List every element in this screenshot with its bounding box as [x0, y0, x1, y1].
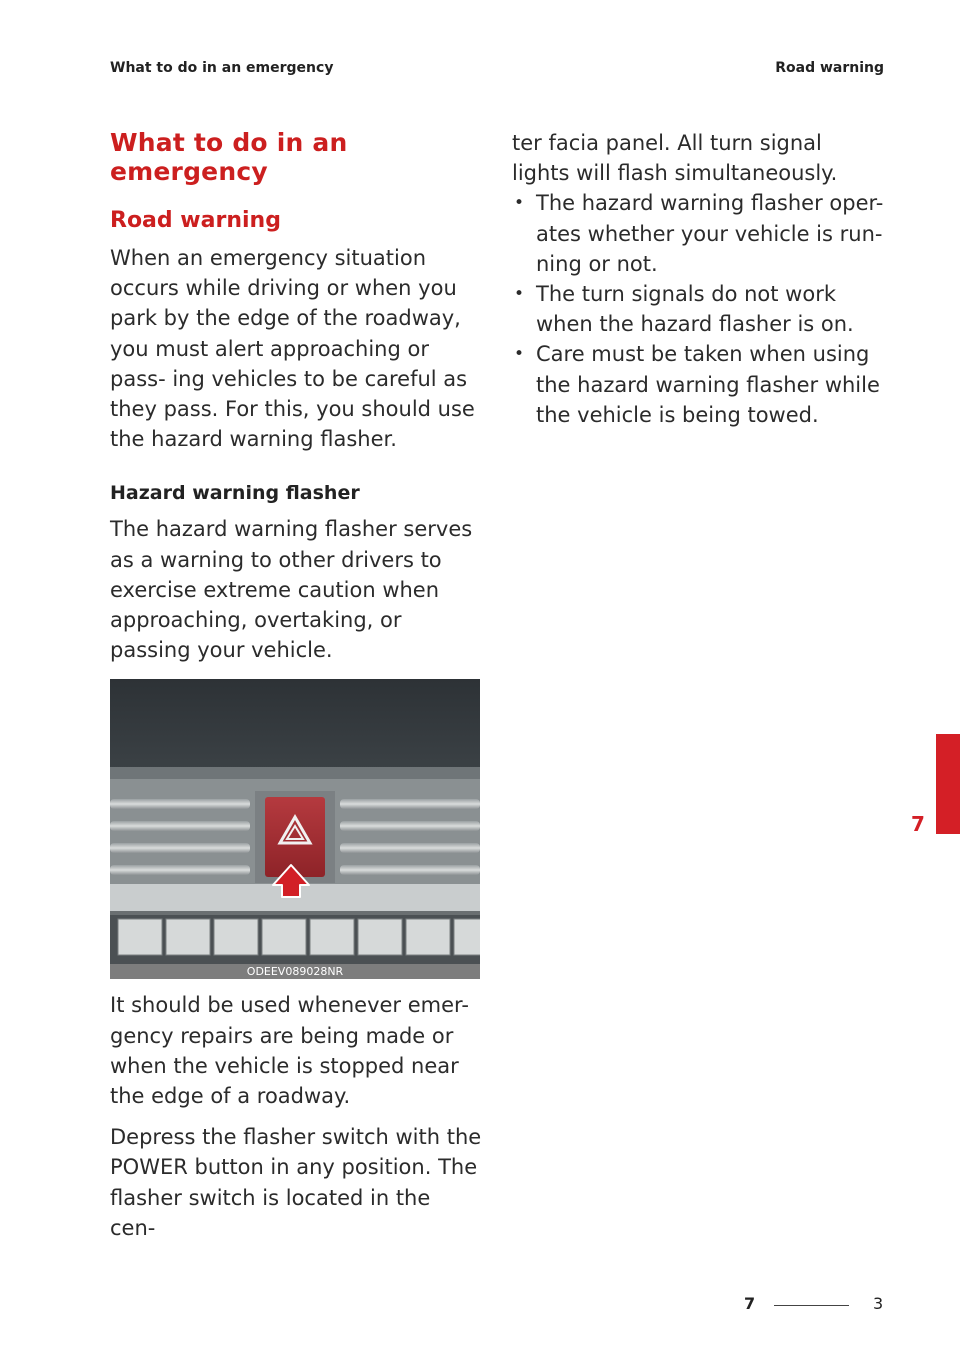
figure-caption: ODEEV089028NR: [110, 964, 480, 979]
left-column: [110, 128, 482, 1243]
chapter-tab-marker: [936, 734, 960, 834]
list-item: • The turn signals do not work when the hazard flasher is on.: [512, 279, 884, 339]
right-column: [512, 128, 884, 430]
notes-list: [512, 188, 884, 430]
infotainment-screen: [110, 679, 480, 769]
usage-paragraph: It should be used whenever emer- gency repairs are being made or when the vehicle is stopped near the edge of a roadway.: [110, 993, 469, 1109]
page-title: What to do in an emergency: [110, 128, 348, 186]
continuation-paragraph: ter facia panel. All turn signal lights will flash simultaneously.: [512, 131, 838, 186]
hazard-description-paragraph: The hazard warning flasher serves as a warning to other drivers to exercise extreme caution when approaching, overtaking, or passing your vehicle.: [110, 517, 473, 663]
intro-paragraph: When an emergency situation occurs while driving or when you park by the edge of the roadway, you must alert approaching or pass- ing vehicles to be careful as they pass. For this, you should use the hazard warning flasher.: [110, 246, 475, 452]
subsection-title-hazard-flasher: Hazard warning flasher: [110, 482, 360, 505]
section-title-road-warning: Road warning: [110, 208, 281, 233]
lower-control-buttons: [118, 919, 480, 955]
list-item: • The hazard warning flasher oper- ates whether your vehicle is run- ning or not.: [512, 188, 884, 279]
header-topic-title: Road warning: [775, 60, 884, 76]
operation-paragraph: Depress the flasher switch with the POWER button in any position. The flasher switch is located in the cen-: [110, 1125, 482, 1240]
footer-page-number: 3: [873, 1294, 884, 1313]
hazard-switch-button: [265, 797, 325, 877]
footer-divider: [774, 1305, 849, 1306]
list-item: • Care must be taken when using the hazard warning flasher while the vehicle is being towed.: [512, 339, 884, 430]
hazard-switch-figure: [110, 679, 480, 979]
footer-chapter-number: 7: [744, 1294, 756, 1313]
dashboard-illustration: [110, 679, 480, 979]
header-section-title: What to do in an emergency: [110, 60, 334, 76]
chapter-tab-number: 7: [911, 812, 925, 836]
